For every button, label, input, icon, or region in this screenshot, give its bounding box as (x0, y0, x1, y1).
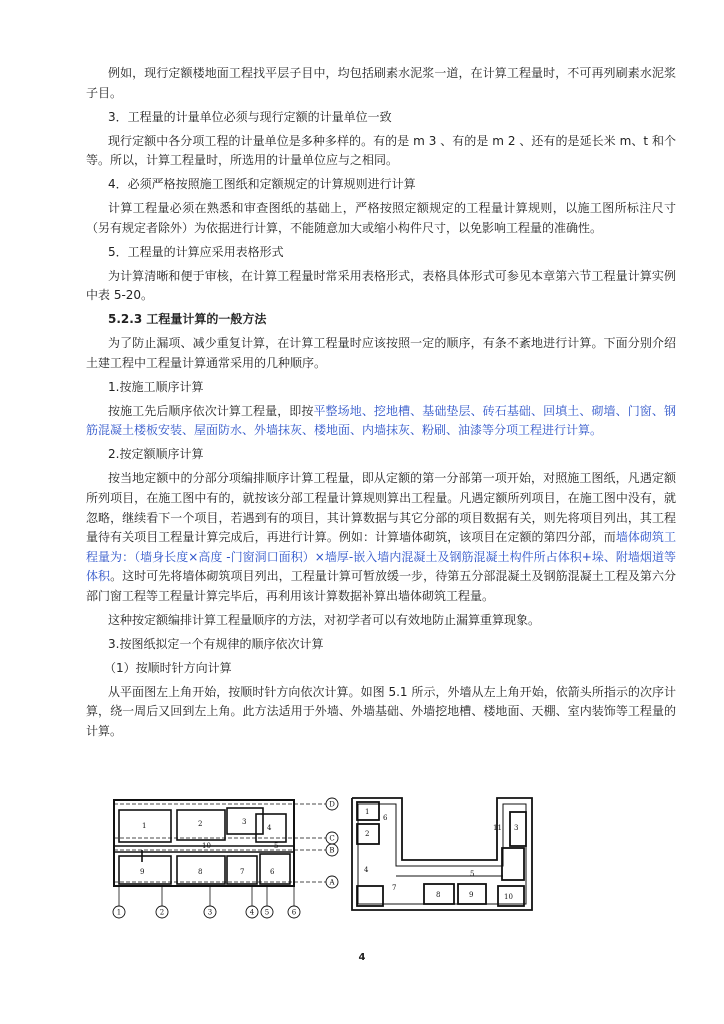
room-label: 10 (504, 893, 513, 901)
axis-label: B (329, 846, 335, 855)
axis-label: 3 (207, 908, 213, 917)
paragraph: 计算工程量必须在熟悉和审查图纸的基础上，严格按照定额规定的工程量计算规则，以施工图所标注尺寸（另有规定者除外）为依据进行计算，不能随意加大或缩小构件尺寸，以免影响工程量的准确性。 (86, 201, 676, 235)
room-label: 6 (270, 868, 275, 876)
document-body (86, 64, 676, 746)
room-label: 7 (240, 868, 245, 876)
method-2-title: 2.按定额顺序计算 (108, 447, 204, 462)
room-label: 5 (470, 870, 475, 878)
room-label: 9 (140, 868, 145, 876)
section-title: 5.2.3 工程量计算的一般方法 (108, 312, 267, 327)
heading-3: 3．工程量的计量单位必须与现行定额的计量单位一致 (108, 109, 392, 124)
axis-label: C (329, 834, 335, 843)
highlighted-text: 平整场地、挖地槽、基础垫层、砖石基础、回填土、砌墙、门窗、钢筋混凝土楼板安装、屋面防水、外墙抹灰、楼地面、内墙抹灰、粉刷、油漆等分项工程进行计算。 (86, 403, 676, 438)
room-label: 2 (365, 830, 370, 838)
room-label: 5 (274, 842, 279, 850)
axis-label: 1 (116, 908, 122, 917)
page-number: 4 (358, 952, 366, 963)
room-label: 1 (142, 822, 147, 830)
axis-label: 2 (159, 908, 165, 917)
method-1-text: 按施工先后顺序依次计算工程量，即按平整场地、挖地槽、基础垫层、砖石基础、回填土、砌墙、门窗、钢筋混凝土楼板安装、屋面防水、外墙抹灰、楼地面、内墙抹灰、粉刷、油漆等分项工程进行计算。 (86, 403, 676, 438)
paragraph: 现行定额中各分项工程的计量单位是多种多样的。有的是 m 3 、有的是 m 2 、还有的是延长米 m、t 和个等。所以，计算工程量时，所选用的计量单位应与之相同。 (86, 133, 676, 168)
room-label: 2 (198, 820, 203, 828)
paragraph: 为计算清晰和便于审核，在计算工程量时常采用表格形式，表格具体形式可参见本章第六节工程量计算实例中表 5-20。 (86, 268, 676, 303)
highlighted-text: 墙体砌筑工程量为：（墙身长度×高度 -门窗洞口面积）×墙厚-嵌入墙内混凝土及钢筋混凝土构件所占体积+垛、附墙烟道等体积 (86, 530, 676, 584)
method-3-title: 3.按图纸拟定一个有规律的顺序依次计算 (108, 636, 324, 651)
room-label: 3 (242, 818, 247, 826)
method-2-note: 这种按定额编排计算工程量顺序的方法，对初学者可以有效地防止漏算重算现象。 (108, 612, 541, 627)
floor-plan-left (114, 800, 326, 908)
room-label: 11 (493, 824, 502, 832)
method-3-subtitle: （1）按顺时针方向计算 (104, 660, 232, 675)
axis-label: 4 (249, 908, 255, 917)
room-label: 3 (514, 824, 519, 832)
axis-label: A (329, 878, 335, 887)
figure-5-1 (102, 790, 542, 920)
axis-label: 5 (264, 908, 270, 917)
room-label: 10 (202, 842, 211, 850)
room-label: 8 (198, 868, 203, 876)
room-label: 4 (364, 866, 369, 874)
room-label: 6 (383, 814, 388, 822)
method-1-title: 1.按施工顺序计算 (108, 379, 204, 394)
paragraph: 例如，现行定额楼地面工程找平层子目中，均包括刷素水泥浆一道，在计算工程量时，不可再列刷素水泥浆子目。 (86, 66, 676, 100)
room-label: 7 (392, 884, 397, 892)
room-label: 9 (469, 891, 474, 899)
room-label: 1 (365, 808, 370, 816)
axis-label: D (329, 800, 335, 809)
heading-4: 4．必须严格按照施工图纸和定额规定的计算规则进行计算 (108, 177, 416, 192)
heading-5: 5．工程量的计算应采用表格形式 (108, 244, 284, 259)
axis-label: 6 (291, 908, 297, 917)
intro-paragraph: 为了防止漏项、减少重复计算，在计算工程量时应该按照一定的顺序，有条不紊地进行计算。下面分别介绍土建工程中工程量计算通常采用的几种顺序。 (86, 336, 676, 370)
method-2-text: 按当地定额中的分部分项编排顺序计算工程量，即从定额的第一分部第一项开始，对照施工图纸，凡遇定额所列项目，在施工图中有的，就按该分部工程量计算规则算出工程量。凡遇定额所列项目，在施工图中没有，就忽略，继续看下一个项目，若遇到有的项目，其计算数据与其它分部的项目数据有关，则先将项目列出，其工程量待有关项目工程量计算完成后，再进行计算。例如：计算墙体砌筑，该项目在定额的第四分部，而墙体砌筑工程量为：（墙身长度×高度 -门窗洞口面积）×墙厚-嵌入墙内混凝土及钢筋混凝土构件所占体积+垛、附墙烟道等体积。这时可先将墙体砌筑项目列出，工程量计算可暂放缓一步，待第五分部混凝土及钢筋混凝土工程及第六分部门窗工程等工程量计算完毕后，再利用该计算数据补算出墙体砌筑工程量。 (86, 471, 676, 603)
method-3-text: 从平面图左上角开始，按顺时针方向依次计算。如图 5.1 所示，外墙从左上角开始，依箭头所指示的次序计算，绕一周后又回到左上角。此方法适用于外墙、外墙基础、外墙挖地槽、楼地面、天棚、室内装饰等工程量的计算。 (86, 684, 676, 739)
room-label: 4 (267, 824, 272, 832)
room-label: 8 (436, 891, 441, 899)
